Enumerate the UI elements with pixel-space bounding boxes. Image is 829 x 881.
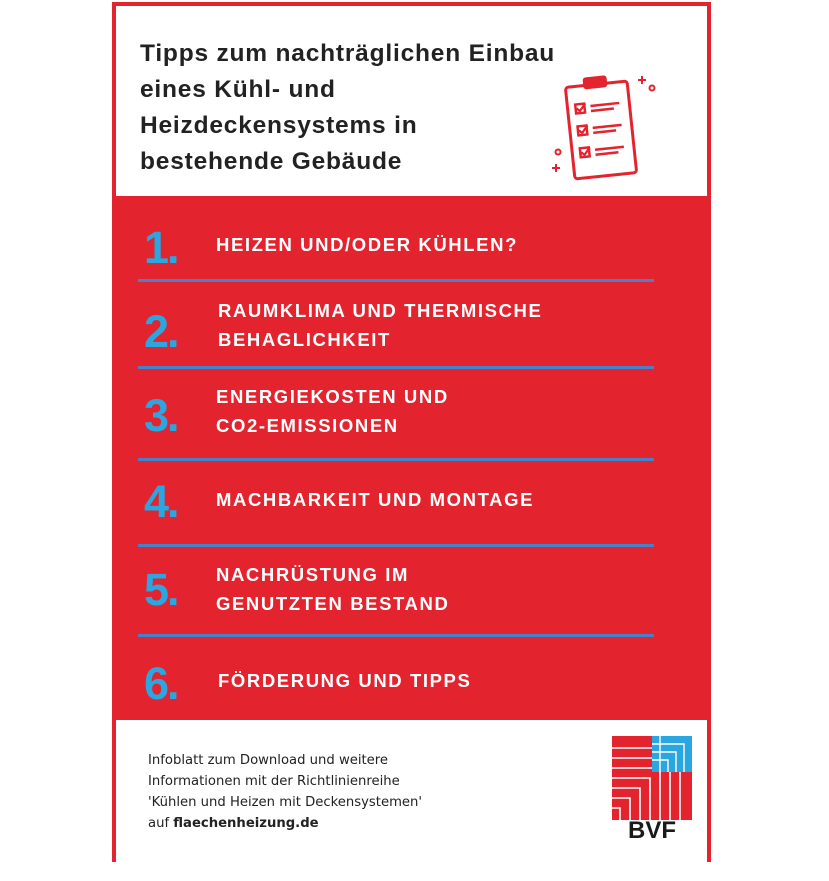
- clipboard-checklist-icon: [550, 72, 662, 182]
- separator: [138, 366, 654, 369]
- item-label: [218, 296, 542, 354]
- item-label-line: BEHAGLICHKEIT: [218, 329, 391, 350]
- item-label-line: HEIZEN UND/ODER KÜHLEN?: [216, 234, 518, 255]
- footer-line: 'Kühlen und Heizen mit Deckensystemen': [148, 795, 423, 810]
- item-label: [218, 666, 471, 695]
- item-number: 4.: [144, 476, 178, 527]
- item-number: 3.: [144, 390, 178, 441]
- separator: [138, 634, 654, 637]
- item-label-line: NACHRÜSTUNG IM: [216, 564, 410, 585]
- item-number: 6.: [144, 658, 178, 709]
- item-label-line: ENERGIEKOSTEN UND: [216, 386, 449, 407]
- website-link[interactable]: flaechenheizung.de: [173, 816, 319, 831]
- item-label: [216, 382, 449, 440]
- separator: [138, 279, 654, 282]
- item-label-line: FÖRDERUNG UND TIPPS: [218, 670, 472, 691]
- footer: [116, 720, 707, 862]
- bvf-logo: [612, 736, 692, 842]
- page-title: Tipps zum nachträglichen Einbau eines Kühl- und Heizdeckensystems in bestehende Gebäude: [140, 40, 556, 175]
- item-label: [216, 560, 449, 618]
- footer-line: Informationen mit der Richtlinienreihe: [148, 774, 400, 789]
- footer-text: [148, 750, 422, 834]
- separator: [138, 544, 654, 547]
- item-label: [216, 230, 518, 259]
- footer-line: Infoblatt zum Download und weitere: [148, 753, 389, 768]
- item-label-line: RAUMKLIMA UND THERMISCHE: [218, 300, 543, 321]
- logo-text: BVF: [628, 817, 676, 842]
- item-number: 2.: [144, 306, 178, 357]
- item-number: 1.: [144, 222, 178, 273]
- item-label-line: CO2-EMISSIONEN: [216, 415, 399, 436]
- info-card: [112, 2, 711, 862]
- item-number: 5.: [144, 564, 178, 615]
- item-label-line: GENUTZTEN BESTAND: [216, 593, 450, 614]
- footer-prefix: auf: [148, 816, 174, 831]
- item-label-line: MACHBARKEIT UND MONTAGE: [216, 489, 535, 510]
- item-label: [216, 485, 534, 514]
- topics-panel: [116, 196, 707, 720]
- header: [116, 6, 707, 196]
- separator: [138, 458, 654, 461]
- footer-line: [148, 813, 422, 834]
